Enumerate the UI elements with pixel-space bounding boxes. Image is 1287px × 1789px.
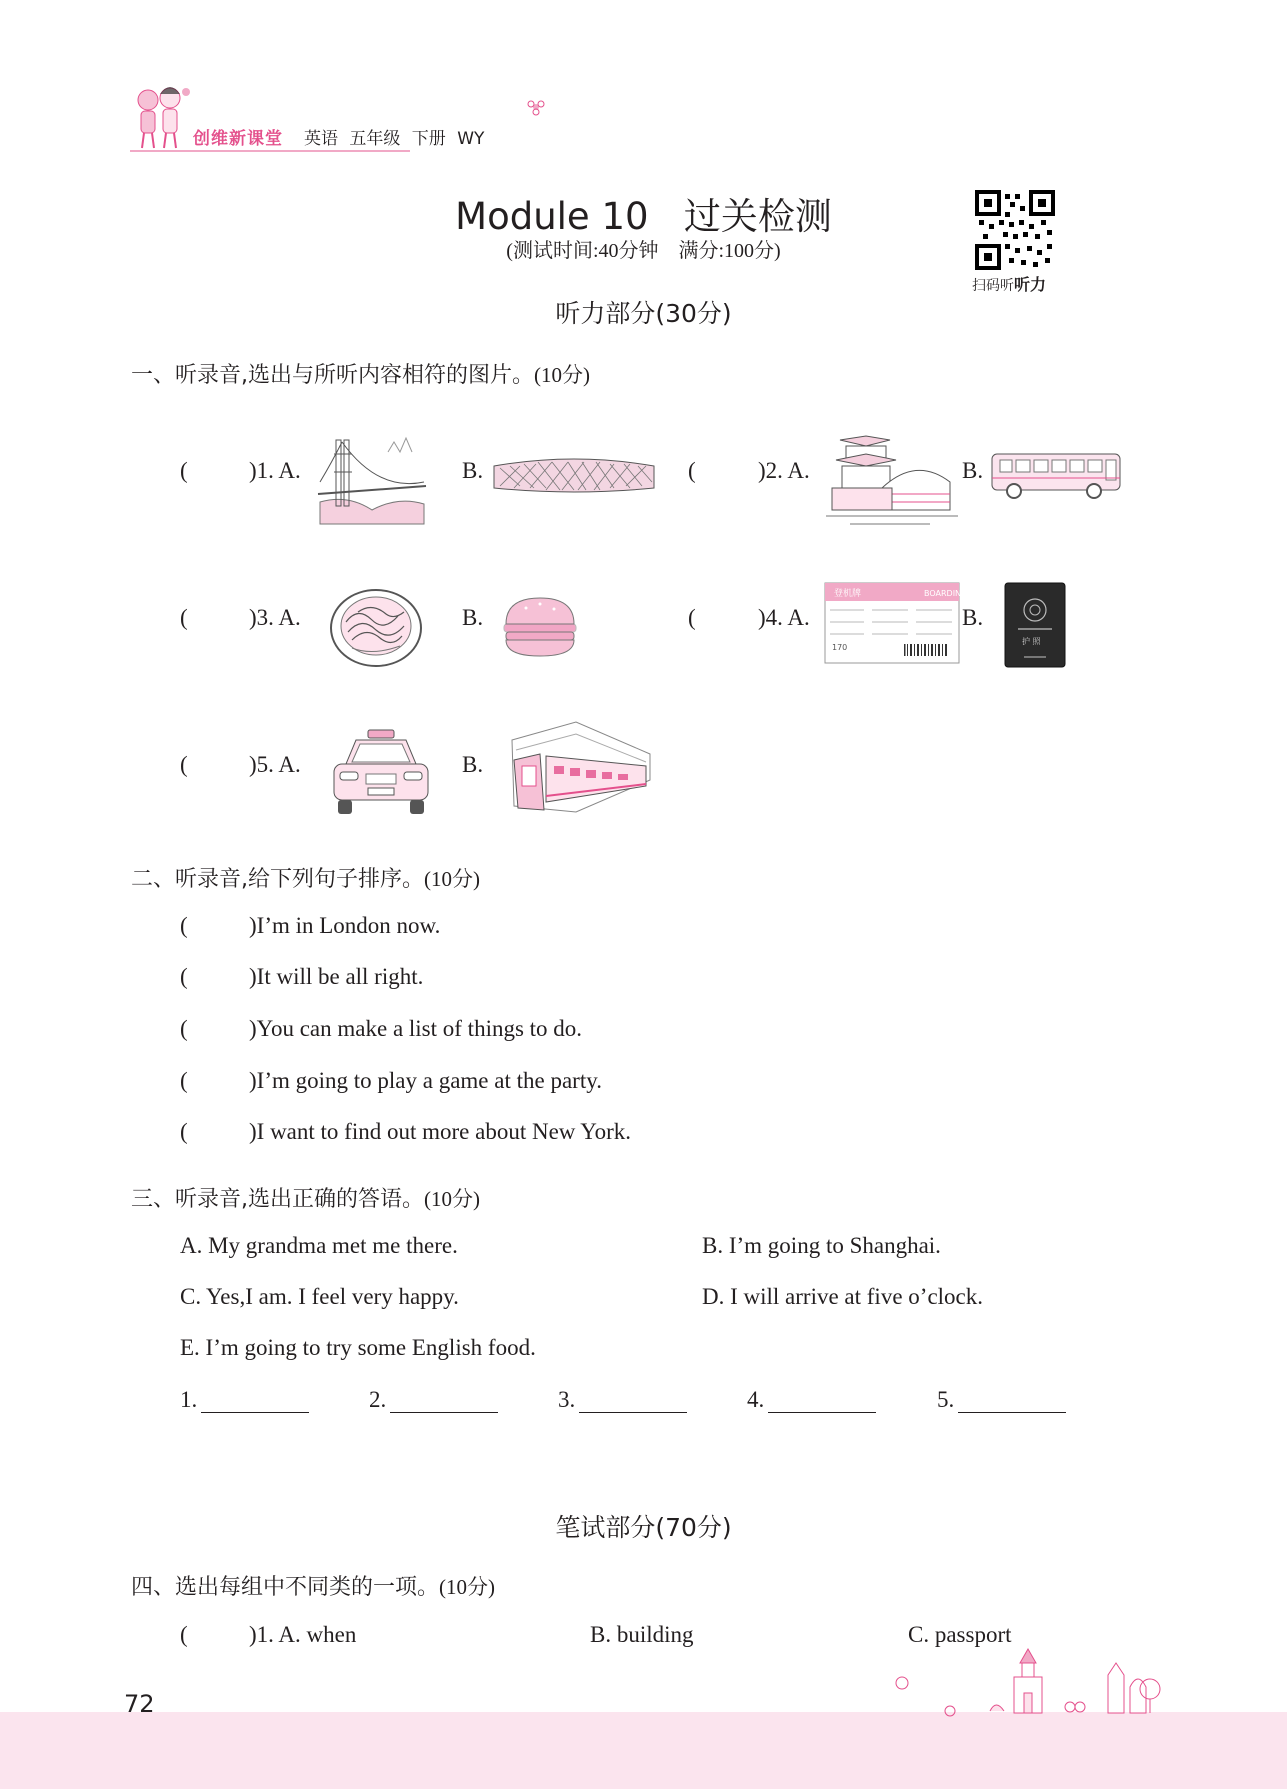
p3-answer-3-label: 3. [558, 1387, 576, 1412]
p1-item4-b: B. [962, 605, 984, 630]
listening-section-title: 听力部分(30分) [555, 299, 732, 328]
passport-label: 护 照 [1022, 637, 1041, 646]
p1-item1-b: B. [462, 458, 484, 483]
answer-blank[interactable] [768, 1391, 876, 1413]
p3-option-c: C. Yes,I am. I feel very happy. [180, 1284, 459, 1309]
p1-item2-b: B. [962, 458, 984, 483]
stadium-icon[interactable] [490, 452, 658, 496]
answer-blank[interactable] [958, 1391, 1066, 1413]
answer-paren[interactable]: ( [180, 1016, 188, 1041]
p3-answer-1-label: 1. [180, 1387, 198, 1412]
passport-icon[interactable] [1004, 582, 1066, 668]
header-brand: 创维新课堂 [193, 129, 283, 149]
p1-item2-num: 2. A. [765, 458, 810, 483]
part2-heading [131, 862, 480, 893]
p3-answer-1[interactable] [180, 1387, 309, 1413]
answer-paren[interactable]: ( [180, 605, 188, 630]
p1-item4-label: )4. A. [758, 605, 810, 630]
p1-item5-label: )5. A. [249, 752, 301, 777]
kids-logo-icon [128, 82, 198, 152]
bus-icon[interactable] [990, 452, 1124, 500]
ticket-title: 登机牌 [834, 589, 862, 599]
p3-answer-4[interactable] [747, 1387, 876, 1413]
p3-option-e: E. I’m going to try some English food. [180, 1335, 536, 1360]
p4-item1-b: B. building [590, 1622, 694, 1647]
answer-paren[interactable]: ( [180, 1119, 188, 1144]
p1-item3-num: 3. A. [256, 605, 301, 630]
p3-option-a: A. My grandma met me there. [180, 1233, 458, 1258]
hamburger-icon[interactable] [502, 594, 578, 660]
p2-sentence-5: )I want to find out more about New York. [249, 1119, 632, 1144]
part1-heading [131, 358, 590, 389]
p2-sentence-4: )I’m going to play a game at the party. [249, 1068, 602, 1093]
answer-paren[interactable]: ( [180, 913, 188, 938]
p3-answer-5[interactable] [937, 1387, 1066, 1413]
part3-points: (10分) [424, 1187, 480, 1211]
ticket-icon[interactable] [824, 582, 968, 664]
part2-heading-text: 二、听录音,给下列句子排序。 [131, 867, 424, 892]
answer-paren[interactable]: ( [180, 752, 188, 777]
part1-heading-text: 一、听录音,选出与所听内容相符的图片。 [131, 363, 534, 388]
part4-points: (10分) [439, 1575, 496, 1599]
header-meta: 英语 五年级 下册 WY [304, 129, 485, 149]
part2-points: (10分) [424, 867, 480, 891]
p2-sentence-3: )You can make a list of things to do. [249, 1016, 583, 1041]
p3-option-d: D. I will arrive at five o’clock. [702, 1284, 983, 1309]
writing-section-title: 笔试部分(70分) [555, 1513, 732, 1542]
ticket-boarding: BOARDING [924, 589, 968, 598]
flower-icon [526, 98, 546, 116]
palace-icon[interactable] [826, 432, 958, 526]
part1-points: (10分) [534, 363, 590, 387]
p3-answer-2[interactable] [369, 1387, 498, 1413]
taxi-icon[interactable] [328, 728, 434, 818]
qr-caption-bold: 听力 [1014, 275, 1047, 294]
p1-item4-num: 4. A. [765, 605, 810, 630]
p1-item2-label: )2. A. [758, 458, 810, 483]
part4-heading [131, 1570, 495, 1601]
test-info: (测试时间:40分钟 满分:100分) [506, 240, 781, 262]
p1-item1-label: )1. A. [249, 458, 301, 483]
p1-item3-label: )3. A. [249, 605, 301, 630]
bridge-icon[interactable] [318, 432, 426, 524]
p4-item1-a: )1. A. when [249, 1622, 357, 1647]
part3-heading-text: 三、听录音,选出正确的答语。 [131, 1187, 424, 1212]
part4-heading-text: 四、选出每组中不同类的一项。 [131, 1575, 440, 1600]
qr-code-icon[interactable] [975, 190, 1055, 270]
p3-answer-5-label: 5. [937, 1387, 955, 1412]
answer-blank[interactable] [201, 1391, 309, 1413]
p3-option-b: B. I’m going to Shanghai. [702, 1233, 941, 1258]
page-number: 72 [124, 1690, 155, 1718]
answer-paren[interactable]: ( [180, 1068, 188, 1093]
answer-paren[interactable]: ( [180, 1622, 188, 1647]
p1-item3-b: B. [462, 605, 484, 630]
p1-item1-num: 1. A. [256, 458, 301, 483]
castle-decoration-icon [880, 1645, 1180, 1717]
p2-sentence-1: )I’m in London now. [249, 913, 441, 938]
qr-caption [972, 272, 1046, 295]
p1-item5-num: 5. A. [256, 752, 301, 777]
p1-item5-b: B. [462, 752, 484, 777]
answer-paren[interactable]: ( [688, 458, 696, 483]
answer-paren[interactable]: ( [180, 964, 188, 989]
p3-answer-3[interactable] [558, 1387, 687, 1413]
qr-caption-prefix: 扫码听 [972, 278, 1014, 294]
answer-paren[interactable]: ( [180, 458, 188, 483]
header-divider [130, 150, 410, 152]
part3-heading [131, 1182, 480, 1213]
noodles-icon[interactable] [328, 586, 424, 672]
ticket-gate: 170 [832, 643, 848, 652]
p4-item1-c: C. passport [908, 1622, 1012, 1647]
footer-band [0, 1712, 1287, 1789]
p2-sentence-2: )It will be all right. [249, 964, 424, 989]
train-icon[interactable] [506, 720, 652, 820]
answer-blank[interactable] [579, 1391, 687, 1413]
p3-answer-4-label: 4. [747, 1387, 765, 1412]
p3-answer-2-label: 2. [369, 1387, 387, 1412]
page-title: Module 10 过关检测 [455, 195, 832, 238]
answer-blank[interactable] [390, 1391, 498, 1413]
answer-paren[interactable]: ( [688, 605, 696, 630]
